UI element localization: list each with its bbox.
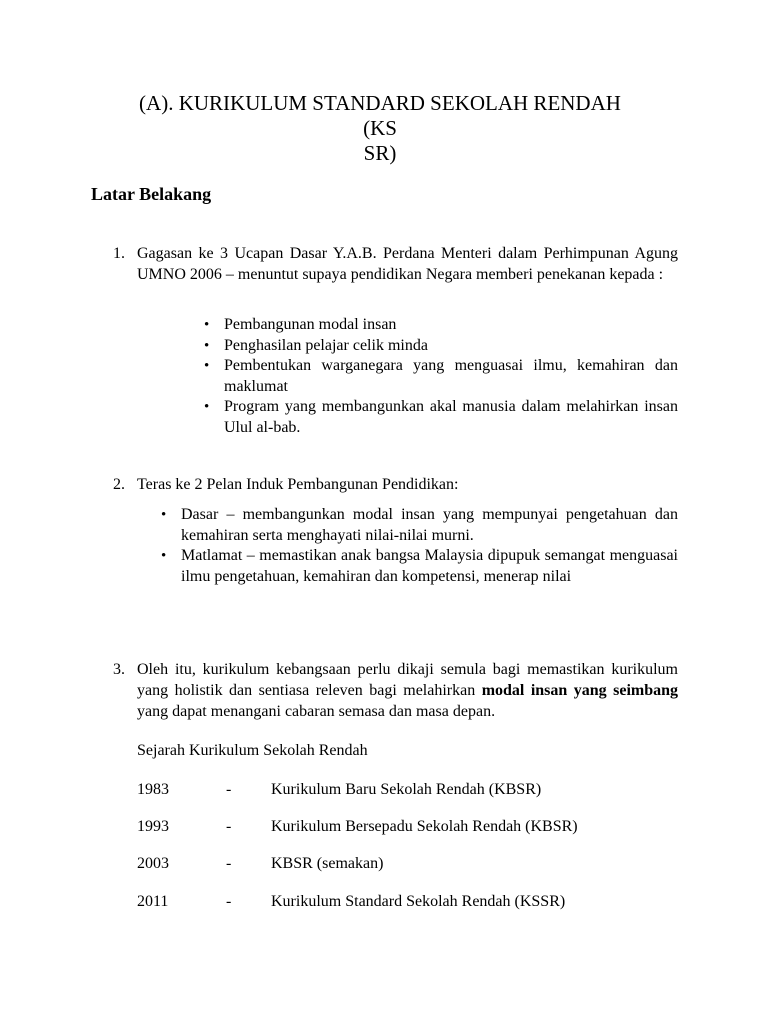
sejarah-title: Sejarah Kurikulum Sekolah Rendah (137, 742, 368, 759)
timeline-dash: - (226, 818, 232, 835)
item-text-part: Oleh itu, kurikulum kebangsaan perlu dikaji semula bagi memastikan kurikulum yang holistik dan sentiasa releven bagi melahirkan (137, 661, 678, 699)
timeline-row (137, 893, 678, 915)
timeline-year: 1983 (137, 781, 169, 798)
list-item-1 (113, 243, 678, 285)
timeline-year: 1993 (137, 818, 169, 835)
bullet-item: • Dasar – membangunkan modal insan yang mempunyai pengetahuan dan kemahiran serta menghayati nilai-nilai murni. (157, 505, 678, 546)
item-number: 3. (113, 661, 125, 678)
item-text-bold: modal insan yang seimbang (481, 682, 679, 699)
timeline-year: 2003 (137, 855, 169, 872)
timeline-row (137, 781, 678, 803)
section-heading: Latar Belakang (91, 184, 212, 204)
item-text-part: yang dapat menangani cabaran semasa dan masa depan. (137, 703, 496, 720)
item-text: Teras ke 2 Pelan Induk Pembangunan Pendidikan: (137, 476, 459, 493)
document-title (80, 91, 680, 166)
item-number: 2. (113, 476, 125, 493)
timeline-desc: Kurikulum Standard Sekolah Rendah (KSSR) (271, 893, 566, 910)
bullet-list-1 (200, 315, 678, 438)
item-text: Gagasan ke 3 Ucapan Dasar Y.A.B. Perdana Menteri dalam Perhimpunan Agung UMNO 2006 – menuntut supaya pendidikan Negara memberi penekanan kepada : (137, 245, 678, 283)
timeline-dash: - (226, 781, 232, 798)
item-text (137, 659, 678, 722)
bullet-item: • Matlamat – memastikan anak bangsa Malaysia dipupuk semangat menguasai ilmu pengetahuan, kemahiran dan kompetensi, menerap nilai (157, 546, 678, 587)
timeline-desc: KBSR (semakan) (271, 855, 384, 872)
bullet-list-2 (157, 505, 678, 587)
timeline-row (137, 818, 678, 840)
timeline-desc: Kurikulum Baru Sekolah Rendah (KBSR) (271, 781, 542, 798)
list-item-3 (113, 659, 678, 722)
title-line-3: SR) (363, 141, 397, 165)
bullet-item: • Penghasilan pelajar celik minda (200, 336, 678, 357)
title-line-1: (A). KURIKULUM STANDARD SEKOLAH RENDAH (139, 91, 621, 115)
timeline-row (137, 855, 678, 877)
timeline-dash: - (226, 855, 232, 872)
bullet-item: • Pembentukan warganegara yang menguasai ilmu, kemahiran dan maklumat (200, 356, 678, 397)
item-number: 1. (113, 245, 125, 262)
bullet-item: • Pembangunan modal insan (200, 315, 678, 336)
timeline-dash: - (226, 893, 232, 910)
timeline-desc: Kurikulum Bersepadu Sekolah Rendah (KBSR) (271, 818, 578, 835)
timeline-year: 2011 (137, 893, 169, 910)
bullet-item: • Program yang membangunkan akal manusia dalam melahirkan insan Ulul al-bab. (200, 397, 678, 438)
list-item-2 (113, 474, 678, 495)
title-line-2: (KS (363, 116, 397, 140)
